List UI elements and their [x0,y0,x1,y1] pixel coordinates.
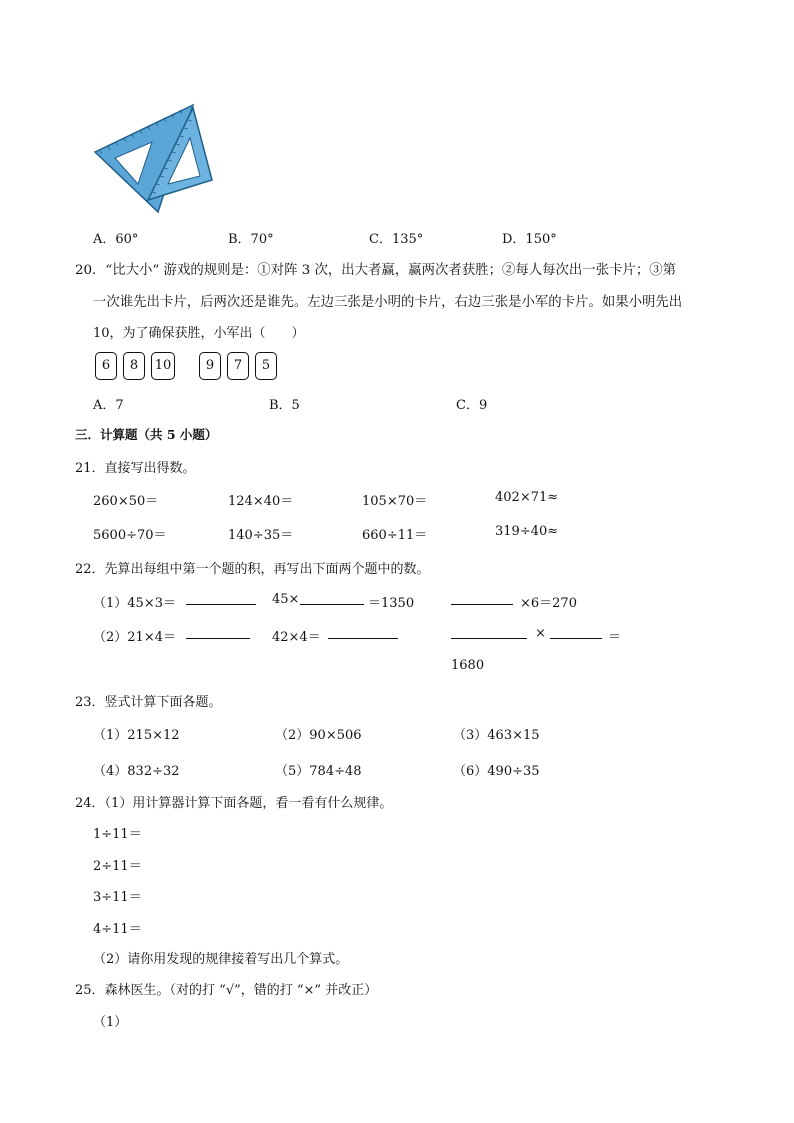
q21-item: 124×40＝ [228,494,294,509]
q22-r1-text4: ×6＝270 [520,596,577,611]
q21-item: 402×71≈ [495,490,559,505]
q21-stem: 21．直接写出得数。 [75,461,196,476]
q24-item: 4÷11＝ [93,922,142,937]
q22-r1-blank2[interactable] [300,592,364,605]
card-xiaoming-1: 6 [95,352,117,380]
q22-r2-text3: × [535,626,546,641]
q24-item: 2÷11＝ [93,859,142,874]
q22-r1-blank3[interactable] [451,592,513,605]
q22-r2-text2: 42×4＝ [272,630,321,645]
q20-stem-line2: 一次谁先出卡片，后两次还是谁先。左边三张是小明的卡片，右边三张是小军的卡片。如果小明先出 [93,295,683,310]
q22-r2-blank4[interactable] [550,626,602,639]
card-xiaojun-1: 9 [199,352,221,380]
q24-item: 3÷11＝ [93,890,142,905]
card-xiaoming-3: 10 [151,352,175,380]
q22-r2-label: （2）21×4＝ [93,630,176,645]
q23-item: （6）490÷35 [453,764,540,779]
q22-stem: 22．先算出每组中第一个题的积，再写出下面两个题中的数。 [75,562,430,577]
q22-r1-label: （1）45×3＝ [93,596,176,611]
q23-item: （4）832÷32 [93,764,180,779]
q19-option-d[interactable]: D．150° [502,232,557,247]
q20-option-a[interactable]: A．7 [93,398,124,413]
q24-item: 1÷11＝ [93,827,142,842]
q22-r1-blank1[interactable] [186,592,256,605]
q21-item: 660÷11＝ [362,528,428,543]
q25-sub1: （1） [93,1015,128,1030]
q21-item: 260×50＝ [93,494,159,509]
q20-stem-line3: 10，为了确保获胜，小军出（ ） [93,326,305,341]
q25-stem: 25．森林医生。（对的打 “√”，错的打 “×” 并改正） [75,983,378,998]
q20-option-b[interactable]: B．5 [269,398,300,413]
q22-r1-text2: 45× [272,592,300,607]
q23-item: （2）90×506 [275,728,362,743]
q21-item: 140÷35＝ [228,528,294,543]
q22-r2-blank2[interactable] [328,626,398,639]
q22-r1-text3: ＝1350 [368,596,415,611]
q23-item: （5）784÷48 [275,764,362,779]
q24-stem: 24．（1）用计算器计算下面各题，看一看有什么规律。 [75,796,393,811]
q24-part2: （2）请你用发现的规律接着写出几个算式。 [93,952,349,967]
q21-item: 105×70＝ [362,494,428,509]
q21-item: 319÷40≈ [495,524,559,539]
q19-option-c[interactable]: C．135° [369,232,424,247]
q22-r2-text4: ＝ [608,630,622,645]
set-squares-figure [90,100,220,225]
card-xiaojun-2: 7 [227,352,249,380]
q20-stem-line1: 20．“比大小” 游戏的规则是：①对阵 3 次，出大者赢，赢两次者获胜；②每人每次出一张卡片；③第 [75,263,677,278]
q22-r2-blank3[interactable] [451,626,527,639]
q19-option-b[interactable]: B．70° [228,232,274,247]
section-title: 三．计算题（共 5 小题） [75,427,218,442]
q23-stem: 23．竖式计算下面各题。 [75,695,222,710]
card-xiaojun-3: 5 [255,352,277,380]
q22-r2-blank1[interactable] [186,626,250,639]
q23-item: （1）215×12 [93,728,180,743]
q21-item: 5600÷70＝ [93,528,167,543]
card-xiaoming-2: 8 [123,352,145,380]
q20-option-c[interactable]: C．9 [456,398,488,413]
q23-item: （3）463×15 [453,728,540,743]
q22-r2-result: 1680 [451,658,485,673]
q19-option-a[interactable]: A．60° [93,232,139,247]
